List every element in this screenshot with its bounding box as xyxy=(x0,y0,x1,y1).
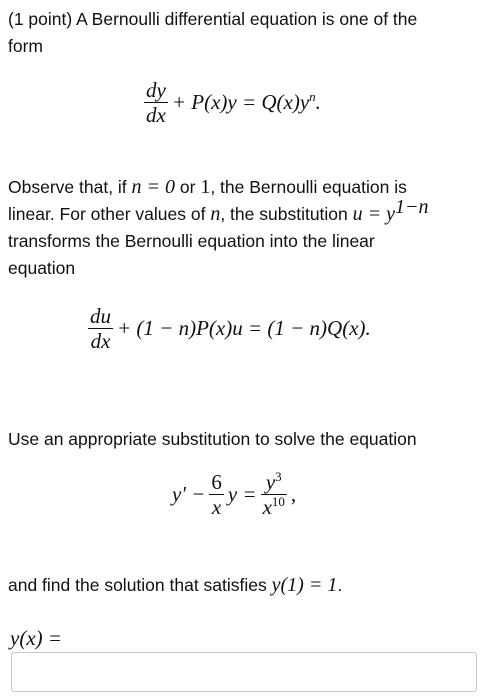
fraction-numerator: du xyxy=(90,304,111,328)
fraction-denominator: dx xyxy=(90,329,111,354)
fraction-numerator: $y^3$ xyxy=(265,469,282,494)
intro-text xyxy=(8,6,478,60)
observe-line-1: Observe that, if n = 0 or 1, the Bernoulli equation is xyxy=(8,176,407,198)
task-text: Use an appropriate substitution to solve the equation xyxy=(8,429,417,449)
fraction-numerator: 6 xyxy=(211,470,222,494)
y3-over-x10-fraction xyxy=(261,470,287,519)
equation-rhs: + (1 − n)P(x)u = (1 − n)Q(x). xyxy=(117,316,371,341)
equation-lhs: y′ − xyxy=(172,482,206,507)
fraction-denominator: x xyxy=(211,495,222,520)
intro-line-2: form xyxy=(8,36,43,56)
intro-line-1: (1 point) A Bernoulli differential equation is one of the xyxy=(8,9,418,29)
equation-end: , xyxy=(290,482,297,507)
observe-line-3: transforms the Bernoulli equation into the linear xyxy=(8,231,375,251)
bernoulli-equation xyxy=(140,78,321,127)
fraction-denominator: dx xyxy=(146,103,166,128)
problem-equation xyxy=(172,470,296,519)
answer-input[interactable] xyxy=(11,652,477,692)
six-over-x-fraction xyxy=(209,470,224,519)
answer-label: y(x) = xyxy=(10,626,63,650)
observe-line-4: equation xyxy=(8,258,76,278)
observe-line-2: linear. For other values of n, the substitution $u = y^{1-n}$ xyxy=(8,196,429,225)
fraction-denominator: $x^{10}$ xyxy=(262,494,285,520)
observe-text xyxy=(8,174,478,282)
du-dx-fraction xyxy=(88,304,113,353)
condition-text: and find the solution that satisfies y(1) = 1. xyxy=(8,574,343,596)
linear-equation xyxy=(84,304,371,353)
dy-dx-fraction xyxy=(144,78,168,127)
fraction-numerator: dy xyxy=(146,78,166,102)
equation-rhs: + $P(x)y = Q(x)y^n$. xyxy=(171,89,321,115)
equation-mid: y = xyxy=(227,482,257,507)
